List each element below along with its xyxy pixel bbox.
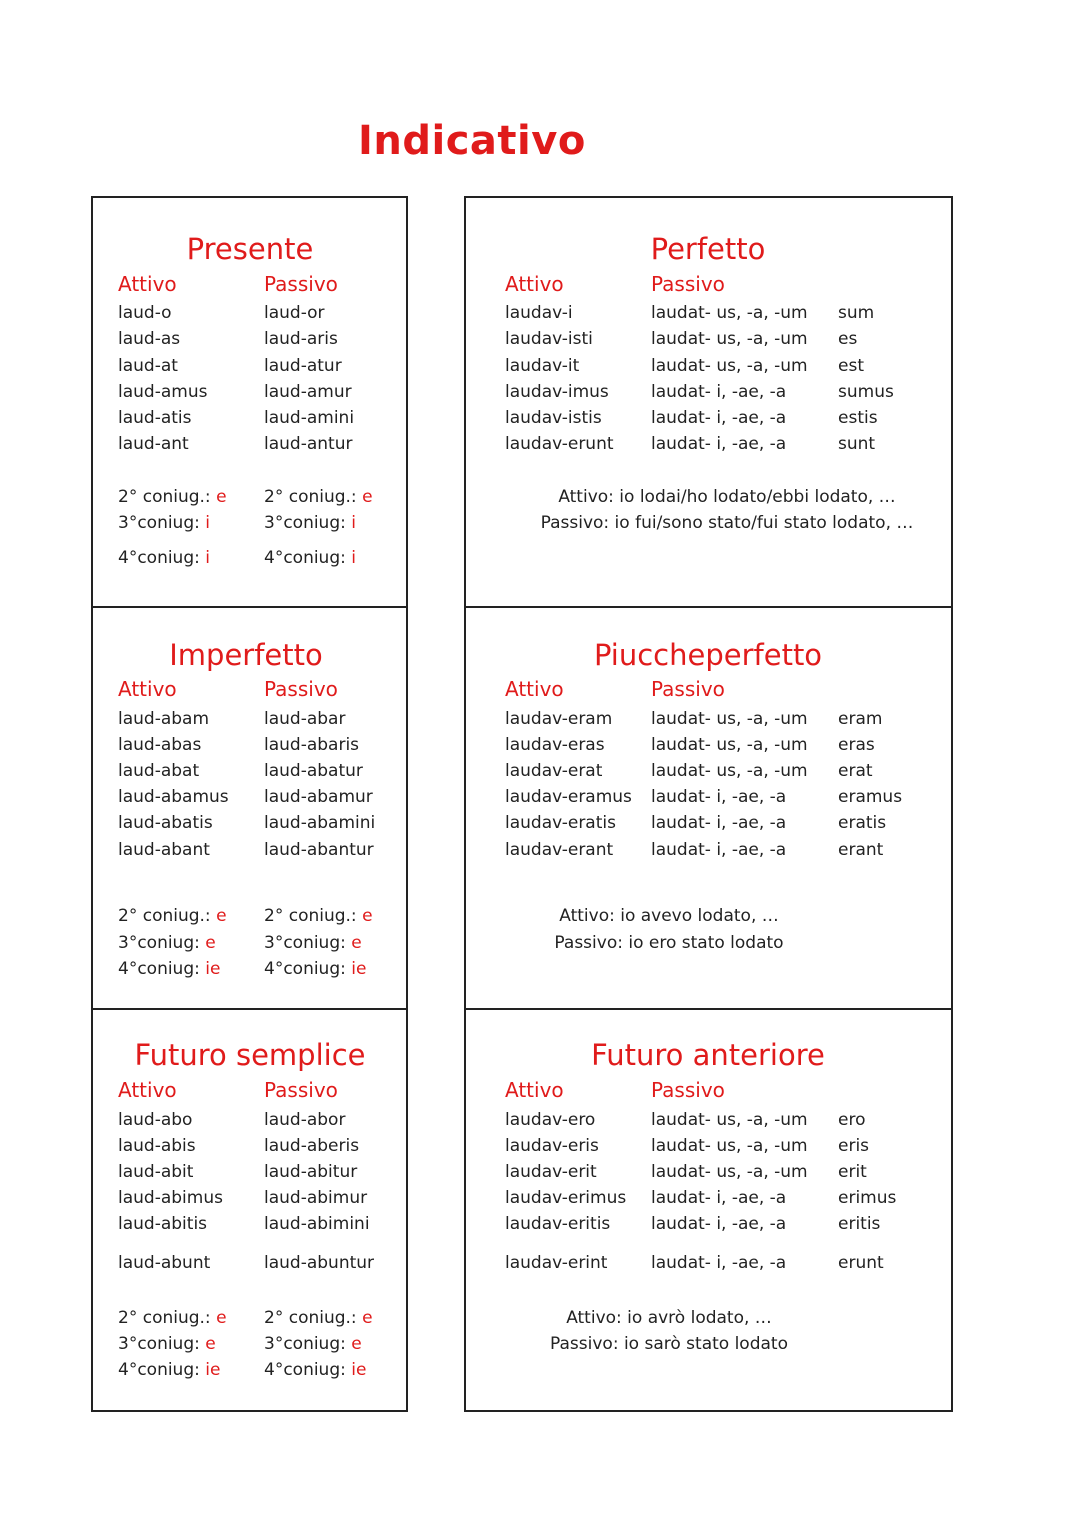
futuro-passivo-6: laud-abuntur bbox=[264, 1253, 375, 1273]
perfetto-attivo-3: laudav-it bbox=[505, 356, 580, 376]
futuro-attivo-head: Attivo bbox=[118, 1078, 177, 1102]
imperfetto-attivo-head: Attivo bbox=[118, 677, 177, 701]
piuccheperfetto-attivo-3: laudav-erat bbox=[505, 761, 603, 781]
piuccheperfetto-attivo-head: Attivo bbox=[505, 677, 564, 701]
presente-coniug-4-passivo: 4°coniug: i bbox=[264, 548, 356, 568]
futuro-anteriore-attivo-1: laudav-ero bbox=[505, 1110, 596, 1130]
imperfetto-attivo-4: laud-abamus bbox=[118, 787, 229, 807]
futuro-anteriore-passivo-5: laudat- i, -ae, -a bbox=[651, 1214, 787, 1234]
presente-coniug-2-attivo: 2° coniug.: e bbox=[118, 487, 227, 507]
perfetto-passivo-5: laudat- i, -ae, -a bbox=[651, 408, 787, 428]
presente-coniug-3-passivo: 3°coniug: i bbox=[264, 513, 356, 533]
presente-coniug-2-passivo: 2° coniug.: e bbox=[264, 487, 373, 507]
futuro-coniug-3-passivo: 3°coniug: e bbox=[264, 1334, 362, 1354]
futuro-coniug-4-passivo: 4°coniug: ie bbox=[264, 1360, 367, 1380]
piuccheperfetto-passivo-3: laudat- us, -a, -um bbox=[651, 761, 808, 781]
piuccheperfetto-passivo-head: Passivo bbox=[651, 677, 725, 701]
imperfetto-coniug-2-attivo: 2° coniug.: e bbox=[118, 906, 227, 926]
piuccheperfetto-passivo-4: laudat- i, -ae, -a bbox=[651, 787, 787, 807]
imperfetto-attivo-1: laud-abam bbox=[118, 709, 210, 729]
futuro-anteriore-title: Futuro anteriore bbox=[591, 1038, 825, 1072]
imperfetto-passivo-3: laud-abatur bbox=[264, 761, 363, 781]
perfetto-aux-1: sum bbox=[838, 303, 875, 323]
futuro-attivo-1: laud-abo bbox=[118, 1110, 193, 1130]
imperfetto-passivo-head: Passivo bbox=[264, 677, 338, 701]
futuro-attivo-5: laud-abitis bbox=[118, 1214, 208, 1234]
presente-coniug-4-attivo: 4°coniug: i bbox=[118, 548, 210, 568]
imperfetto-coniug-3-passivo: 3°coniug: e bbox=[264, 933, 362, 953]
imperfetto-title: Imperfetto bbox=[169, 638, 323, 672]
perfetto-passivo-3: laudat- us, -a, -um bbox=[651, 356, 808, 376]
perfetto-attivo-2: laudav-isti bbox=[505, 329, 593, 349]
futuro-attivo-3: laud-abit bbox=[118, 1162, 194, 1182]
imperfetto-passivo-6: laud-abantur bbox=[264, 840, 374, 860]
imperfetto-coniug-3-attivo: 3°coniug: e bbox=[118, 933, 216, 953]
piuccheperfetto-aux-3: erat bbox=[838, 761, 873, 781]
futuro-anteriore-note-attivo: Attivo: io avrò lodato, … bbox=[566, 1308, 772, 1328]
piuccheperfetto-note-attivo: Attivo: io avevo lodato, … bbox=[559, 906, 779, 926]
futuro-passivo-3: laud-abitur bbox=[264, 1162, 358, 1182]
perfetto-aux-2: es bbox=[838, 329, 858, 349]
imperfetto-coniug-4-attivo: 4°coniug: ie bbox=[118, 959, 221, 979]
perfetto-attivo-5: laudav-istis bbox=[505, 408, 602, 428]
piuccheperfetto-passivo-1: laudat- us, -a, -um bbox=[651, 709, 808, 729]
presente-passivo-2: laud-aris bbox=[264, 329, 338, 349]
presente-passivo-1: laud-or bbox=[264, 303, 325, 323]
perfetto-passivo-6: laudat- i, -ae, -a bbox=[651, 434, 787, 454]
presente-coniug-3-attivo: 3°coniug: i bbox=[118, 513, 210, 533]
futuro-passivo-head: Passivo bbox=[264, 1078, 338, 1102]
presente-attivo-2: laud-as bbox=[118, 329, 181, 349]
futuro-anteriore-attivo-2: laudav-eris bbox=[505, 1136, 599, 1156]
futuro-anteriore-attivo-3: laudav-erit bbox=[505, 1162, 597, 1182]
presente-attivo-3: laud-at bbox=[118, 356, 178, 376]
presente-passivo-5: laud-amini bbox=[264, 408, 355, 428]
futuro-anteriore-aux-1: ero bbox=[838, 1110, 866, 1130]
futuro-anteriore-passivo-4: laudat- i, -ae, -a bbox=[651, 1188, 787, 1208]
piuccheperfetto-title: Piuccheperfetto bbox=[593, 638, 823, 672]
imperfetto-coniug-4-passivo: 4°coniug: ie bbox=[264, 959, 367, 979]
perfetto-attivo-head: Attivo bbox=[505, 272, 564, 296]
piuccheperfetto-attivo-1: laudav-eram bbox=[505, 709, 613, 729]
piuccheperfetto-attivo-4: laudav-eramus bbox=[505, 787, 632, 807]
perfetto-aux-6: sunt bbox=[838, 434, 876, 454]
futuro-coniug-4-attivo: 4°coniug: ie bbox=[118, 1360, 221, 1380]
futuro-anteriore-attivo-4: laudav-erimus bbox=[505, 1188, 627, 1208]
futuro-anteriore-passivo-2: laudat- us, -a, -um bbox=[651, 1136, 808, 1156]
perfetto-aux-5: estis bbox=[838, 408, 878, 428]
futuro-anteriore-aux-2: eris bbox=[838, 1136, 870, 1156]
futuro-anteriore-aux-6: erunt bbox=[838, 1253, 884, 1273]
piuccheperfetto-attivo-5: laudav-eratis bbox=[505, 813, 616, 833]
imperfetto-passivo-5: laud-abamini bbox=[264, 813, 376, 833]
piuccheperfetto-passivo-5: laudat- i, -ae, -a bbox=[651, 813, 787, 833]
imperfetto-passivo-2: laud-abaris bbox=[264, 735, 360, 755]
piuccheperfetto-aux-4: eramus bbox=[838, 787, 903, 807]
futuro-passivo-1: laud-abor bbox=[264, 1110, 346, 1130]
presente-attivo-4: laud-amus bbox=[118, 382, 208, 402]
perfetto-aux-4: sumus bbox=[838, 382, 894, 402]
futuro-passivo-2: laud-aberis bbox=[264, 1136, 360, 1156]
perfetto-note-attivo: Attivo: io lodai/ho lodato/ebbi lodato, … bbox=[558, 487, 896, 507]
perfetto-attivo-6: laudav-erunt bbox=[505, 434, 614, 454]
imperfetto-attivo-5: laud-abatis bbox=[118, 813, 213, 833]
futuro-coniug-3-attivo: 3°coniug: e bbox=[118, 1334, 216, 1354]
futuro-passivo-5: laud-abimini bbox=[264, 1214, 370, 1234]
piuccheperfetto-aux-5: eratis bbox=[838, 813, 887, 833]
piuccheperfetto-passivo-6: laudat- i, -ae, -a bbox=[651, 840, 787, 860]
futuro-anteriore-attivo-6: laudav-erint bbox=[505, 1253, 608, 1273]
presente-attivo-6: laud-ant bbox=[118, 434, 189, 454]
futuro-anteriore-aux-3: erit bbox=[838, 1162, 867, 1182]
futuro-anteriore-aux-5: eritis bbox=[838, 1214, 881, 1234]
futuro-anteriore-attivo-head: Attivo bbox=[505, 1078, 564, 1102]
perfetto-attivo-4: laudav-imus bbox=[505, 382, 609, 402]
presente-passivo-3: laud-atur bbox=[264, 356, 342, 376]
imperfetto-attivo-3: laud-abat bbox=[118, 761, 200, 781]
piuccheperfetto-note-passivo: Passivo: io ero stato lodato bbox=[554, 933, 784, 953]
piuccheperfetto-aux-2: eras bbox=[838, 735, 875, 755]
futuro-semplice-title: Futuro semplice bbox=[134, 1038, 366, 1072]
presente-passivo-head: Passivo bbox=[264, 272, 338, 296]
futuro-coniug-2-passivo: 2° coniug.: e bbox=[264, 1308, 373, 1328]
presente-passivo-4: laud-amur bbox=[264, 382, 352, 402]
futuro-anteriore-note-passivo: Passivo: io sarò stato lodato bbox=[550, 1334, 788, 1354]
presente-attivo-5: laud-atis bbox=[118, 408, 192, 428]
presente-attivo-1: laud-o bbox=[118, 303, 172, 323]
perfetto-passivo-head: Passivo bbox=[651, 272, 725, 296]
piuccheperfetto-aux-6: erant bbox=[838, 840, 884, 860]
futuro-anteriore-attivo-5: laudav-eritis bbox=[505, 1214, 611, 1234]
futuro-anteriore-aux-4: erimus bbox=[838, 1188, 897, 1208]
piuccheperfetto-aux-1: eram bbox=[838, 709, 883, 729]
imperfetto-attivo-6: laud-abant bbox=[118, 840, 210, 860]
futuro-anteriore-passivo-head: Passivo bbox=[651, 1078, 725, 1102]
perfetto-note-passivo: Passivo: io fui/sono stato/fui stato lodato, … bbox=[540, 513, 914, 533]
presente-attivo-head: Attivo bbox=[118, 272, 177, 296]
futuro-attivo-4: laud-abimus bbox=[118, 1188, 223, 1208]
futuro-anteriore-passivo-6: laudat- i, -ae, -a bbox=[651, 1253, 787, 1273]
perfetto-passivo-4: laudat- i, -ae, -a bbox=[651, 382, 787, 402]
perfetto-title: Perfetto bbox=[650, 232, 766, 266]
imperfetto-passivo-4: laud-abamur bbox=[264, 787, 373, 807]
perfetto-attivo-1: laudav-i bbox=[505, 303, 573, 323]
presente-title: Presente bbox=[186, 232, 314, 266]
imperfetto-coniug-2-passivo: 2° coniug.: e bbox=[264, 906, 373, 926]
imperfetto-passivo-1: laud-abar bbox=[264, 709, 346, 729]
imperfetto-attivo-2: laud-abas bbox=[118, 735, 202, 755]
futuro-coniug-2-attivo: 2° coniug.: e bbox=[118, 1308, 227, 1328]
futuro-attivo-6: laud-abunt bbox=[118, 1253, 211, 1273]
page-title: Indicativo bbox=[358, 118, 586, 164]
piuccheperfetto-attivo-2: laudav-eras bbox=[505, 735, 605, 755]
futuro-passivo-4: laud-abimur bbox=[264, 1188, 368, 1208]
perfetto-passivo-2: laudat- us, -a, -um bbox=[651, 329, 808, 349]
piuccheperfetto-passivo-2: laudat- us, -a, -um bbox=[651, 735, 808, 755]
perfetto-passivo-1: laudat- us, -a, -um bbox=[651, 303, 808, 323]
futuro-anteriore-passivo-3: laudat- us, -a, -um bbox=[651, 1162, 808, 1182]
futuro-attivo-2: laud-abis bbox=[118, 1136, 196, 1156]
piuccheperfetto-attivo-6: laudav-erant bbox=[505, 840, 614, 860]
presente-passivo-6: laud-antur bbox=[264, 434, 353, 454]
futuro-anteriore-passivo-1: laudat- us, -a, -um bbox=[651, 1110, 808, 1130]
perfetto-aux-3: est bbox=[838, 356, 864, 376]
